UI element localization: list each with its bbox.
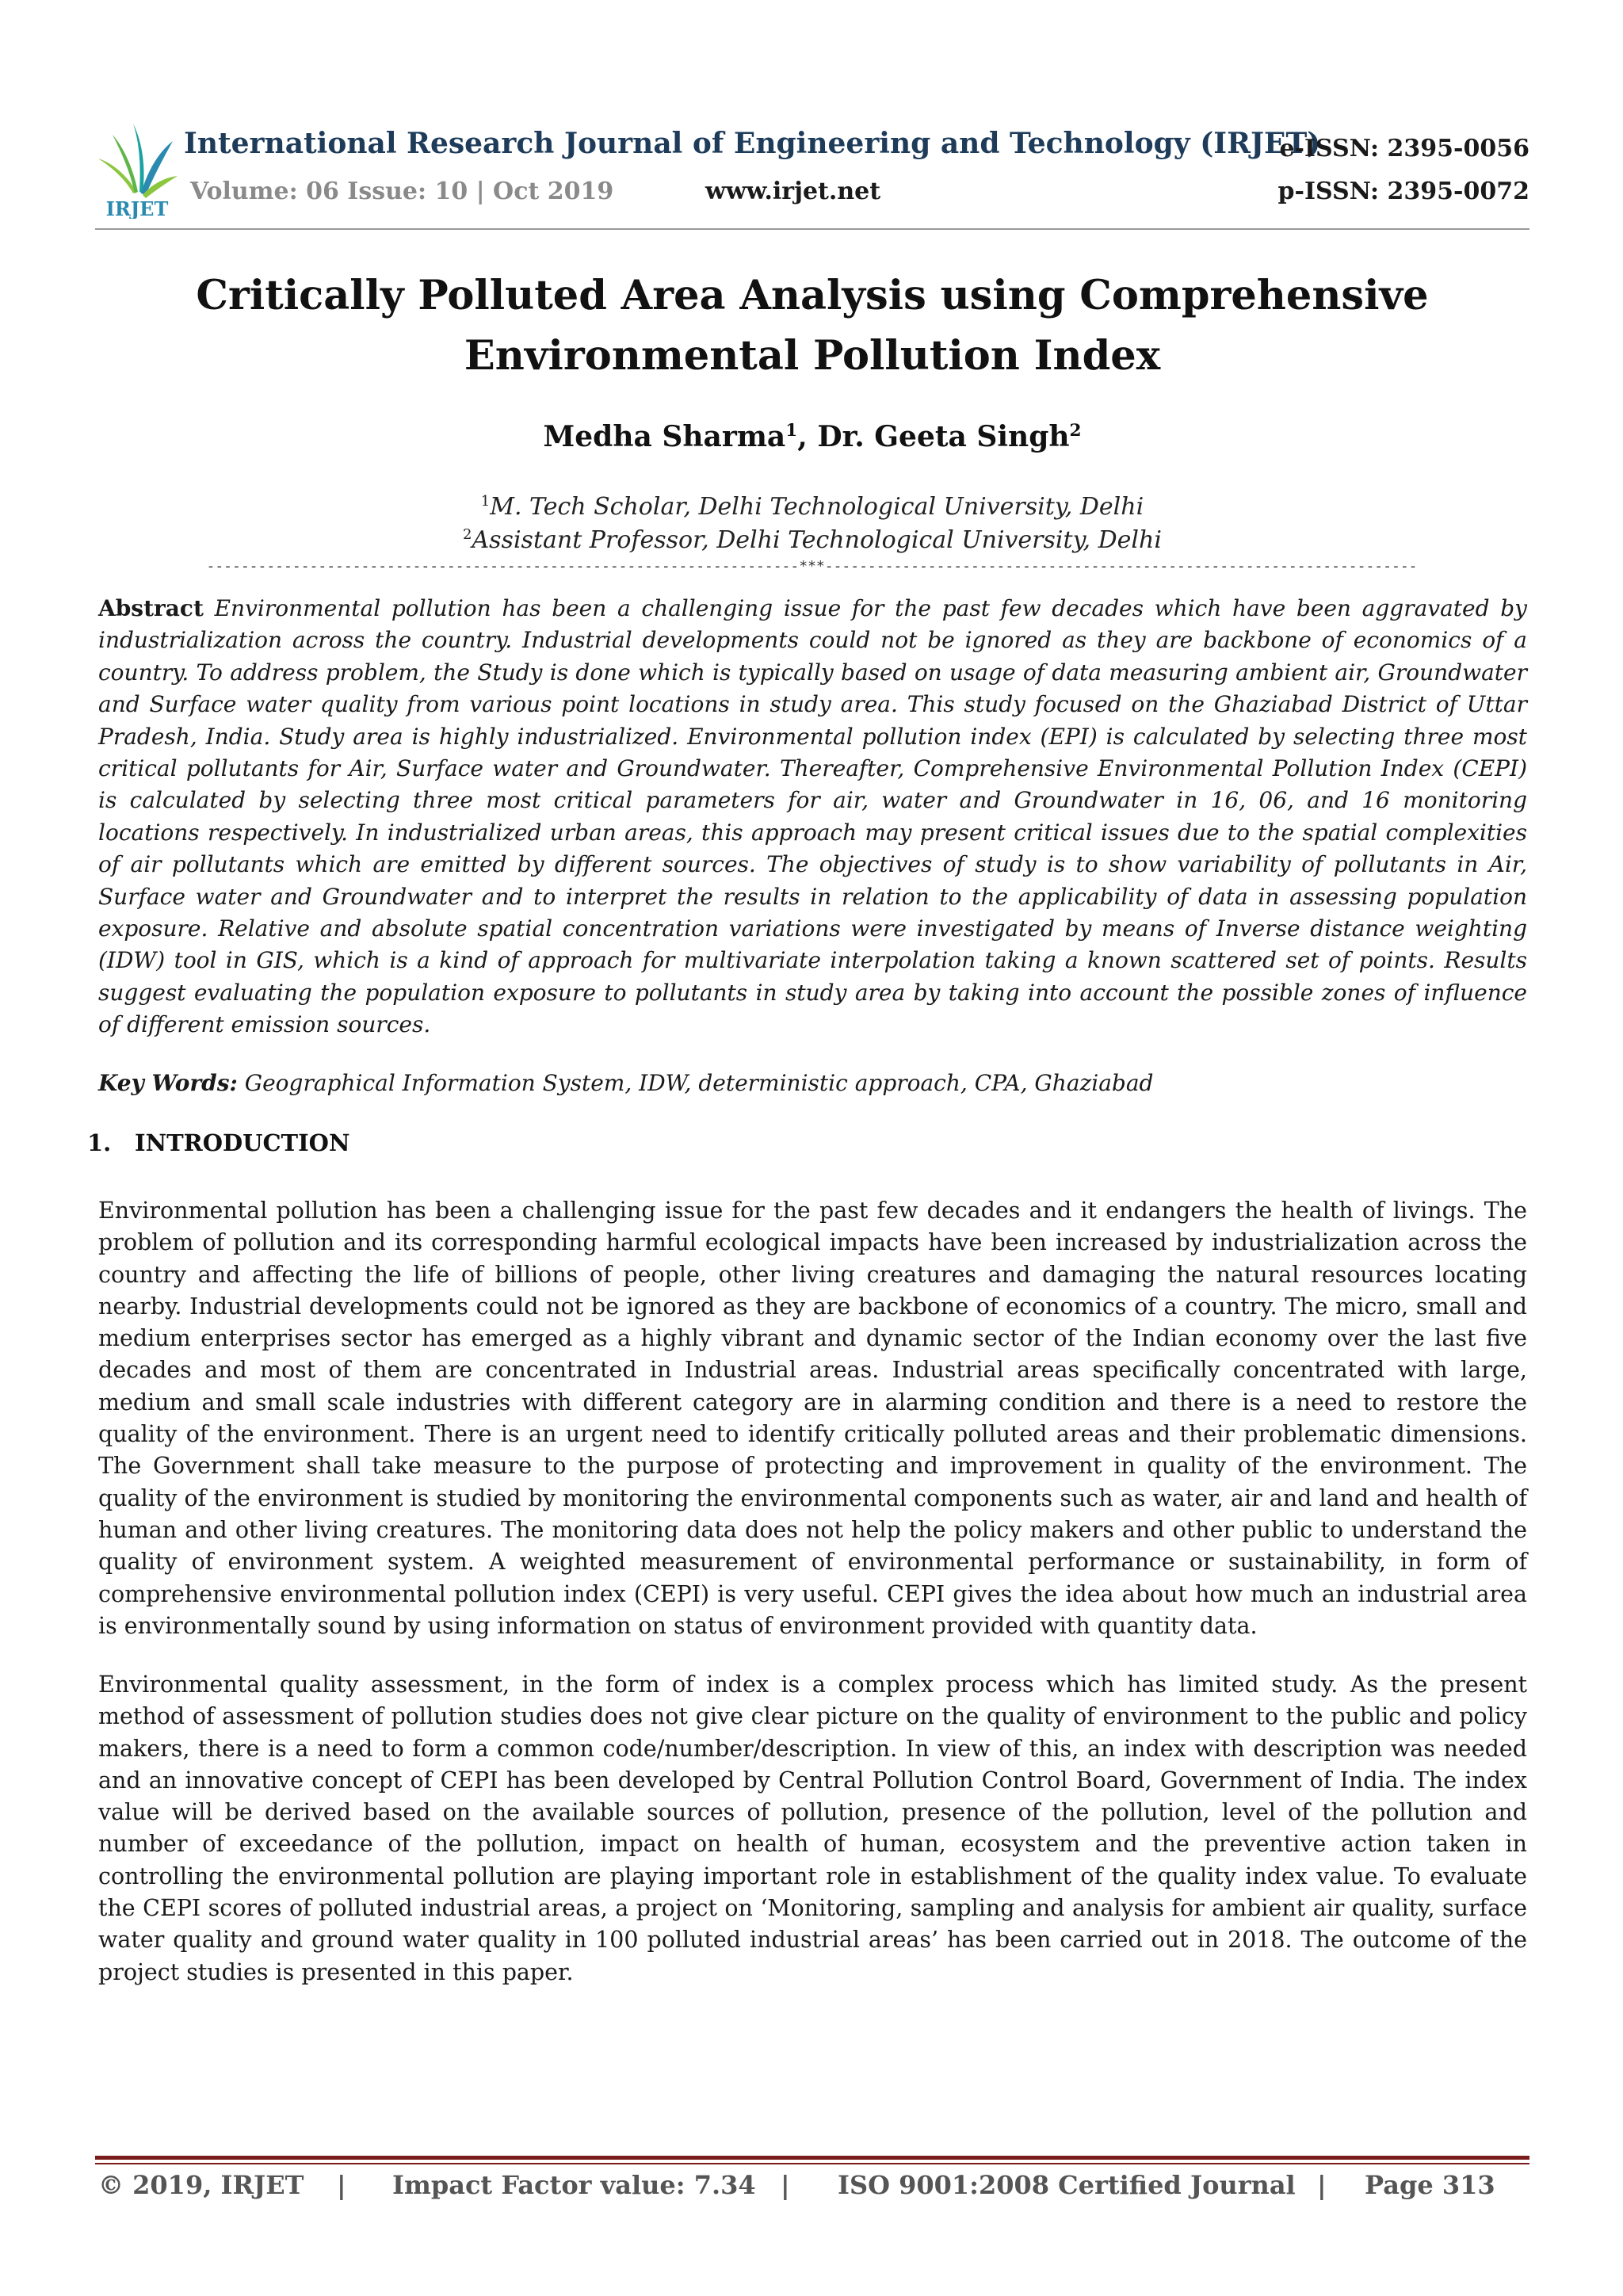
section-title: INTRODUCTION xyxy=(135,1129,350,1156)
keywords-text: Geographical Information System, IDW, deterministic approach, CPA, Ghaziabad xyxy=(244,1070,1154,1096)
author-affiliation-mark: 1 xyxy=(785,421,798,441)
journal-header xyxy=(95,111,1529,230)
affiliation xyxy=(87,526,1537,554)
abstract-separator: ---------------------------------------------------------------------***--------------------------------------------------------------------- xyxy=(206,558,1418,575)
abstract-text: Environmental pollution has been a challenging issue for the past few decades which have been aggravated by industrialization across the country. Industrial developments could not be ignored as they are backbone of economics of a country. To address problem, the Study is done which is typically based on usage of data measuring ambient air, Groundwater and Surface water quality from various point locations in study area. This study focused on the Ghaziabad District of Uttar Pradesh, India. Study area is highly industrialized. Environmental pollution index (EPI) is calculated by selecting three most critical pollutants for Air, Surface water and Groundwater. Thereafter, Comprehensive Environmental Pollution Index (CEPI) is calculated by selecting three most critical parameters for air, water and Groundwater in 16, 06, and 16 monitoring locations respectively. In industrialized urban areas, this approach may present critical issues due to the spatial complexities of air pollutants which are emitted by different sources. The objectives of study is to show variability of pollutants in Air, Surface water and Groundwater and to interpret the results in relation to the applicability of data in assessing population exposure. Relative and absolute spatial concentration variations were investigated by means of Inverse distance weighting (IDW) tool in GIS, which is a kind of approach for multivariate interpolation taking a known scattered set of points. Results suggest evaluating the population exposure to pollutants in study area by taking into account the possible zones of influence of different emission sources. xyxy=(98,595,1527,1038)
affiliation-text: Assistant Professor, Delhi Technological University, Delhi xyxy=(472,526,1162,554)
footer-iso: ISO 9001:2008 Certified Journal xyxy=(838,2170,1296,2200)
logo-text: IRJET xyxy=(105,197,169,219)
affiliation-text: M. Tech Scholar, Delhi Technological University, Delhi xyxy=(490,493,1144,521)
journal-website: www.irjet.net xyxy=(705,178,881,205)
p-issn: p-ISSN: 2395-0072 xyxy=(1277,178,1529,205)
footer-separator: | xyxy=(781,2170,790,2200)
footer-divider-thin xyxy=(95,2163,1529,2164)
section-number: 1. xyxy=(87,1129,112,1156)
footer-impact-factor: Impact Factor value: 7.34 xyxy=(392,2170,756,2200)
author-separator: , xyxy=(797,420,818,453)
abstract-label: Abstract xyxy=(98,595,204,621)
header-divider xyxy=(95,228,1529,230)
irjet-logo-graphic xyxy=(95,119,179,219)
volume-issue: Volume: 06 Issue: 10 | Oct 2019 xyxy=(190,178,614,205)
keywords-label: Key Words: xyxy=(98,1070,238,1096)
journal-name: International Research Journal of Engineering and Technology (IRJET) xyxy=(184,127,1321,160)
keywords xyxy=(98,1070,1527,1096)
footer-page-number: Page 313 xyxy=(1365,2170,1495,2200)
author-affiliation-mark: 2 xyxy=(1069,421,1082,441)
affiliation-mark: 1 xyxy=(480,493,491,510)
e-issn: e-ISSN: 2395-0056 xyxy=(1279,135,1529,162)
section-heading xyxy=(87,1129,349,1156)
paper-authors xyxy=(87,420,1537,453)
footer-copyright: © 2019, IRJET xyxy=(98,2170,304,2200)
footer-divider xyxy=(95,2156,1529,2160)
body-paragraph: Environmental quality assessment, in the form of index is a complex process which has limited study. As the present method of assessment of pollution studies does not give clear picture on the quality of environment to the public and policy makers, there is a need to form a common code/number/description. In view of this, an index with description was needed and an innovative concept of CEPI has been developed by Central Pollution Control Board, Government of India. The index value will be derived based on the available sources of pollution, presence of the pollution, level of the pollution and number of exceedance of the pollution, impact on health of human, ecosystem and the preventive action taken in controlling the environmental pollution are playing important role in establishment of the quality index value. To evaluate the CEPI scores of polluted industrial areas, a project on ‘Monitoring, sampling and analysis for ambient air quality, surface water quality and ground water quality in 100 polluted industrial areas’ has been carried out in 2018. The outcome of the project studies is presented in this paper. xyxy=(98,1671,1527,1985)
author-name: Medha Sharma xyxy=(543,420,786,453)
abstract xyxy=(98,593,1527,1041)
paper-title: Critically Polluted Area Analysis using Comprehensive Environmental Pollution Index xyxy=(196,272,1429,380)
body-paragraph: Environmental pollution has been a challenging issue for the past few decades and it endangers the health of livings. The problem of pollution and its corresponding harmful ecological impacts have been increased by industrialization across the country and affecting the life of billions of people, other living creatures and damaging the natural resources locating nearby. Industrial developments could not be ignored as they are backbone of economics of a country. The micro, small and medium enterprises sector has emerged as a highly vibrant and dynamic sector of the Indian economy over the last five decades and most of them are concentrated in Industrial areas. Industrial areas specifically concentrated with large, medium and small scale industries with different category are in alarming condition and there is a need to restore the quality of the environment. There is an urgent need to identify critically polluted areas and their problematic dimensions. The Government shall take measure to the purpose of protecting and improvement in quality of the environment. The quality of the environment is studied by monitoring the environmental components such as water, air and land and health of human and other living creatures. The monitoring data does not help the policy makers and other public to understand the quality of environment system. A weighted measurement of environmental performance or sustainability, in form of comprehensive environmental pollution index (CEPI) is very useful. CEPI gives the idea about how much an industrial area is environmentally sound by using information on status of environment provided with quantity data. xyxy=(98,1198,1527,1639)
author-name: Dr. Geeta Singh xyxy=(817,420,1070,453)
irjet-logo xyxy=(95,119,179,219)
footer-separator: | xyxy=(1317,2170,1327,2200)
affiliation-mark: 2 xyxy=(463,526,472,543)
footer-separator: | xyxy=(337,2170,346,2200)
affiliation xyxy=(87,493,1537,521)
